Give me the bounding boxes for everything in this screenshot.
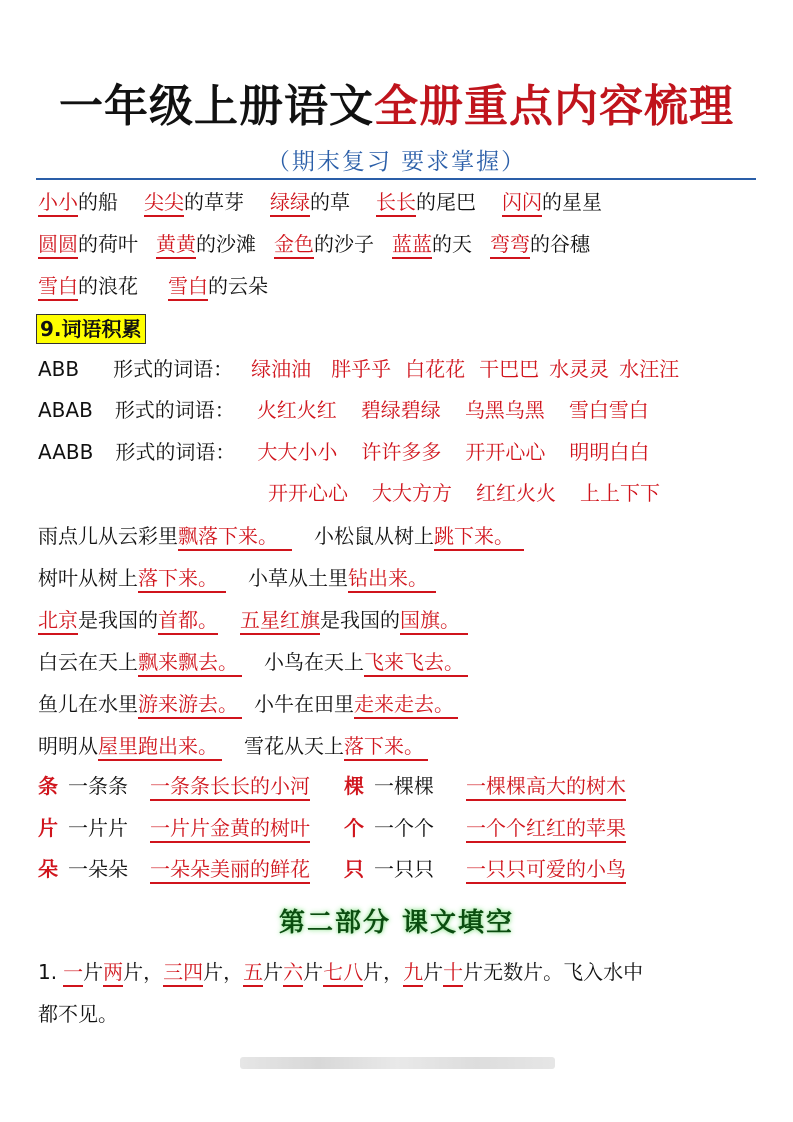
abab-row: ABAB 形式的词语： 火红火红 碧绿碧绿 乌黑乌黑 雪白雪白 xyxy=(38,398,649,422)
sentence-row-4: 白云在天上飘来飘去。 小鸟在天上飞来飞去。 xyxy=(38,648,468,676)
abb-row: ABB 形式的词语： 绿油油 胖乎乎 白花花 干巴巴 水灵灵 水汪汪 xyxy=(38,357,680,381)
part-2-heading: 第二部分 课文填空 xyxy=(278,908,515,938)
aabb-row-1: AABB 形式的词语： 大大小小 许许多多 开开心心 明明白白 xyxy=(38,440,650,464)
measure-row-1: 条 一条条 一条条长长的小河 棵 一棵棵 一棵棵高大的树木 xyxy=(38,772,626,800)
adj-row-1: 小小的船 尖尖的草芽 绿绿的草 长长的尾巴 闪闪的星星 xyxy=(38,188,602,216)
sentence-row-5: 鱼儿在水里游来游去。 小牛在田里走来走去。 xyxy=(38,690,458,718)
section-9-heading: 9.词语积累 xyxy=(36,314,146,344)
blurred-watermark xyxy=(240,1057,555,1069)
page-title: 一年级上册语文全册重点内容梳理 xyxy=(59,81,734,132)
title-divider xyxy=(36,178,756,180)
measure-row-2: 片 一片片 一片片金黄的树叶 个 一个个 一个个红红的苹果 xyxy=(38,814,626,842)
sentence-row-2: 树叶从树上落下来。 小草从土里钻出来。 xyxy=(38,564,436,592)
sentence-row-3: 北京是我国的首都。 五星红旗是我国的国旗。 xyxy=(38,606,468,634)
page-subtitle: （期末复习 要求掌握） xyxy=(266,149,527,175)
sentence-row-6: 明明从屋里跑出来。 雪花从天上落下来。 xyxy=(38,732,428,760)
measure-row-3: 朵 一朵朵 一朵朵美丽的鲜花 只 一只只 一只只可爱的小鸟 xyxy=(38,855,626,883)
adj-row-2: 圆圆的荷叶 黄黄的沙滩 金色的沙子 蓝蓝的天 弯弯的谷穗 xyxy=(38,230,590,258)
fill-line-2: 都不见。 xyxy=(38,1002,118,1026)
aabb-row-2: 开开心心 大大方方 红红火火 上上下下 xyxy=(268,481,660,505)
adj-row-3: 雪白的浪花 雪白的云朵 xyxy=(38,272,268,300)
fill-line-1: 1. 一片两片，三四片，五片六片七八片，九片十片无数片。飞入水中 xyxy=(38,958,643,986)
sentence-row-1: 雨点儿从云彩里飘落下来。 小松鼠从树上跳下来。 xyxy=(38,522,524,550)
